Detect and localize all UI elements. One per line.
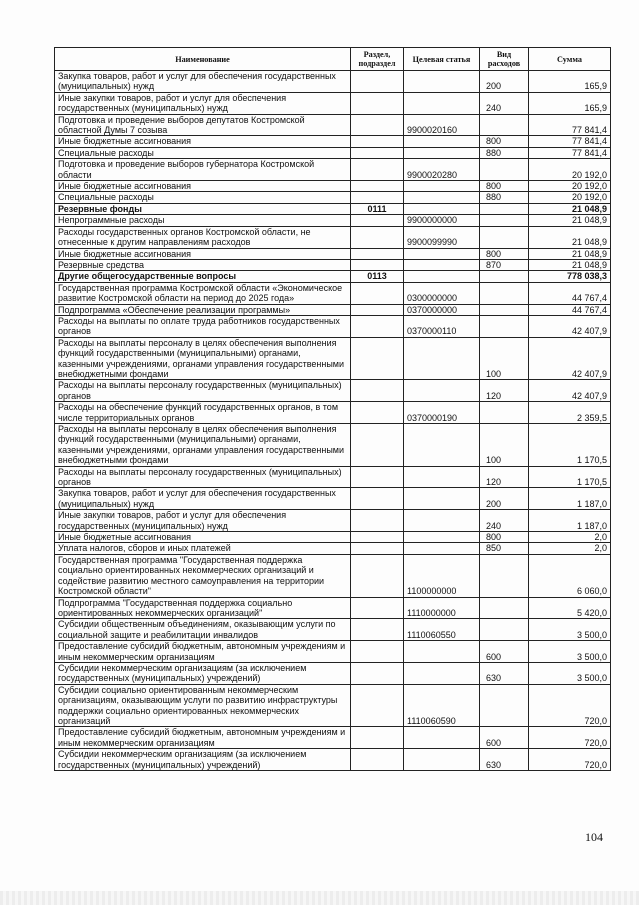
table-row — [55, 71, 611, 93]
cell-section — [351, 597, 404, 619]
cell-type: 850 — [480, 543, 529, 554]
cell-section — [351, 159, 404, 181]
cell-name: Расходы на обеспечение функций государственных органов, в том числе территориальных органов — [55, 402, 351, 424]
table-row — [55, 203, 611, 214]
cell-sum: 6 060,0 — [529, 554, 611, 597]
cell-section — [351, 532, 404, 543]
cell-section: 0111 — [351, 203, 404, 214]
cell-type: 120 — [480, 466, 529, 488]
table-header — [55, 48, 611, 71]
cell-sum: 42 407,9 — [529, 380, 611, 402]
cell-sum: 44 767,4 — [529, 304, 611, 315]
cell-name: Расходы государственных органов Костромской области, не отнесенные к другим направлениям расходов — [55, 226, 351, 248]
cell-sum: 21 048,9 — [529, 226, 611, 248]
cell-name: Уплата налогов, сборов и иных платежей — [55, 543, 351, 554]
cell-target — [404, 337, 480, 380]
cell-type: 600 — [480, 641, 529, 663]
cell-target — [404, 71, 480, 93]
cell-section — [351, 424, 404, 467]
cell-type — [480, 203, 529, 214]
cell-type — [480, 114, 529, 136]
cell-name: Непрограммные расходы — [55, 215, 351, 226]
cell-sum: 20 192,0 — [529, 192, 611, 203]
cell-section — [351, 181, 404, 192]
table-row — [55, 114, 611, 136]
cell-target — [404, 92, 480, 114]
cell-target — [404, 727, 480, 749]
table-row — [55, 597, 611, 619]
table-row — [55, 554, 611, 597]
cell-type — [480, 282, 529, 304]
table-row — [55, 337, 611, 380]
cell-type: 120 — [480, 380, 529, 402]
cell-target: 0370000000 — [404, 304, 480, 315]
cell-target: 9900099990 — [404, 226, 480, 248]
cell-sum: 165,9 — [529, 92, 611, 114]
cell-name: Расходы на выплаты персоналу в целях обеспечения выполнения функций государственными (муниципальными) органами, казенными учреждениями, органами управления государственными внебюджетными фондами — [55, 337, 351, 380]
cell-target — [404, 510, 480, 532]
table-row — [55, 215, 611, 226]
cell-section — [351, 466, 404, 488]
cell-sum: 1 187,0 — [529, 510, 611, 532]
table-row — [55, 424, 611, 467]
cell-type — [480, 315, 529, 337]
cell-type — [480, 684, 529, 727]
cell-type: 880 — [480, 192, 529, 203]
cell-name: Расходы на выплаты персоналу государственных (муниципальных) органов — [55, 380, 351, 402]
cell-target: 1110060590 — [404, 684, 480, 727]
cell-target — [404, 543, 480, 554]
table-body — [55, 71, 611, 771]
cell-sum: 77 841,4 — [529, 136, 611, 147]
cell-sum: 2,0 — [529, 532, 611, 543]
table-row — [55, 282, 611, 304]
table-row — [55, 92, 611, 114]
cell-name: Другие общегосударственные вопросы — [55, 271, 351, 282]
cell-section — [351, 380, 404, 402]
header-target: Целевая статья — [404, 48, 480, 71]
cell-section — [351, 554, 404, 597]
cell-name: Подпрограмма "Государственная поддержка социально ориентированных некоммерческих организаций" — [55, 597, 351, 619]
cell-name: Иные бюджетные ассигнования — [55, 248, 351, 259]
cell-target — [404, 147, 480, 158]
cell-sum: 20 192,0 — [529, 181, 611, 192]
cell-type — [480, 226, 529, 248]
cell-target — [404, 532, 480, 543]
table-row — [55, 159, 611, 181]
cell-section — [351, 136, 404, 147]
cell-name: Подготовка и проведение выборов депутатов Костромской областной Думы 7 созыва — [55, 114, 351, 136]
cell-section — [351, 641, 404, 663]
cell-target: 0370000190 — [404, 402, 480, 424]
cell-sum: 20 192,0 — [529, 159, 611, 181]
cell-target — [404, 248, 480, 259]
cell-section — [351, 92, 404, 114]
cell-type: 800 — [480, 136, 529, 147]
cell-section — [351, 282, 404, 304]
cell-sum: 3 500,0 — [529, 662, 611, 684]
table-row — [55, 749, 611, 771]
cell-sum: 778 038,3 — [529, 271, 611, 282]
cell-target — [404, 380, 480, 402]
cell-name: Субсидии некоммерческим организациям (за исключением государственных (муниципальных) учреждений) — [55, 662, 351, 684]
cell-sum: 1 187,0 — [529, 488, 611, 510]
cell-name: Предоставление субсидий бюджетным, автономным учреждениям и иным некоммерческим организациям — [55, 641, 351, 663]
cell-target: 0370000110 — [404, 315, 480, 337]
table-row — [55, 543, 611, 554]
table-row — [55, 259, 611, 270]
cell-type — [480, 554, 529, 597]
cell-sum: 165,9 — [529, 71, 611, 93]
cell-target: 9900020280 — [404, 159, 480, 181]
cell-target — [404, 259, 480, 270]
cell-type: 630 — [480, 749, 529, 771]
scan-edge — [0, 891, 639, 905]
cell-type — [480, 304, 529, 315]
cell-target — [404, 136, 480, 147]
cell-name: Иные закупки товаров, работ и услуг для обеспечения государственных (муниципальных) нужд — [55, 92, 351, 114]
cell-target: 9900020160 — [404, 114, 480, 136]
table-row — [55, 641, 611, 663]
cell-name: Резервные средства — [55, 259, 351, 270]
cell-type — [480, 215, 529, 226]
cell-section — [351, 114, 404, 136]
header-name: Наименование — [55, 48, 351, 71]
cell-sum: 44 767,4 — [529, 282, 611, 304]
table-row — [55, 662, 611, 684]
cell-target — [404, 203, 480, 214]
cell-type: 800 — [480, 181, 529, 192]
table-row — [55, 466, 611, 488]
cell-section — [351, 71, 404, 93]
cell-section — [351, 727, 404, 749]
cell-name: Резервные фонды — [55, 203, 351, 214]
cell-sum: 77 841,4 — [529, 114, 611, 136]
table-row — [55, 248, 611, 259]
cell-section — [351, 510, 404, 532]
cell-section — [351, 402, 404, 424]
cell-name: Государственная программа "Государственная поддержка социально ориентированных некоммерческих организаций и содействие развитию местного самоуправления на территории Костромской области" — [55, 554, 351, 597]
cell-target: 1110060550 — [404, 619, 480, 641]
table-row — [55, 147, 611, 158]
cell-section — [351, 488, 404, 510]
table-row — [55, 226, 611, 248]
page-number: 104 — [585, 830, 603, 844]
cell-section — [351, 543, 404, 554]
table-row — [55, 684, 611, 727]
cell-sum: 21 048,9 — [529, 203, 611, 214]
cell-target — [404, 662, 480, 684]
cell-section — [351, 315, 404, 337]
cell-section — [351, 248, 404, 259]
cell-target — [404, 424, 480, 467]
cell-section — [351, 226, 404, 248]
budget-table — [54, 47, 611, 771]
cell-sum: 5 420,0 — [529, 597, 611, 619]
cell-type: 100 — [480, 424, 529, 467]
cell-type — [480, 597, 529, 619]
table-row — [55, 488, 611, 510]
cell-type: 600 — [480, 727, 529, 749]
cell-target — [404, 271, 480, 282]
cell-type: 880 — [480, 147, 529, 158]
cell-sum: 720,0 — [529, 684, 611, 727]
table-row — [55, 619, 611, 641]
cell-name: Расходы на выплаты персоналу в целях обеспечения выполнения функций государственными (муниципальными) органами, казенными учреждениями, органами управления государственными внебюджетными фондами — [55, 424, 351, 467]
cell-name: Субсидии общественным объединениям, оказывающим услуги по социальной защите и реабилитации инвалидов — [55, 619, 351, 641]
cell-type: 800 — [480, 532, 529, 543]
cell-name: Субсидии социально ориентированным некоммерческим организациям, оказывающим услуги по развитию инфраструктуры поддержки социально ориентированных некоммерческих организаций — [55, 684, 351, 727]
cell-sum: 21 048,9 — [529, 259, 611, 270]
table-row — [55, 192, 611, 203]
cell-sum: 720,0 — [529, 727, 611, 749]
cell-name: Иные бюджетные ассигнования — [55, 532, 351, 543]
header-section: Раздел, подраздел — [351, 48, 404, 71]
cell-sum: 77 841,4 — [529, 147, 611, 158]
cell-section — [351, 304, 404, 315]
cell-name: Субсидии некоммерческим организациям (за исключением государственных (муниципальных) учреждений) — [55, 749, 351, 771]
cell-name: Иные закупки товаров, работ и услуг для обеспечения государственных (муниципальных) нужд — [55, 510, 351, 532]
cell-target: 9900000000 — [404, 215, 480, 226]
cell-type: 100 — [480, 337, 529, 380]
table-row — [55, 727, 611, 749]
cell-target — [404, 181, 480, 192]
cell-target: 1110000000 — [404, 597, 480, 619]
table-row — [55, 271, 611, 282]
cell-type — [480, 619, 529, 641]
cell-sum: 3 500,0 — [529, 641, 611, 663]
cell-type: 630 — [480, 662, 529, 684]
cell-section — [351, 192, 404, 203]
cell-section — [351, 749, 404, 771]
cell-section — [351, 259, 404, 270]
cell-sum: 21 048,9 — [529, 215, 611, 226]
table-row — [55, 315, 611, 337]
cell-target — [404, 641, 480, 663]
cell-name: Расходы на выплаты персоналу государственных (муниципальных) органов — [55, 466, 351, 488]
header-type: Вид расходов — [480, 48, 529, 71]
table-row — [55, 510, 611, 532]
cell-type: 870 — [480, 259, 529, 270]
table-row — [55, 304, 611, 315]
cell-name: Специальные расходы — [55, 192, 351, 203]
cell-name: Иные бюджетные ассигнования — [55, 181, 351, 192]
cell-section: 0113 — [351, 271, 404, 282]
cell-type: 200 — [480, 71, 529, 93]
cell-name: Иные бюджетные ассигнования — [55, 136, 351, 147]
cell-sum: 1 170,5 — [529, 466, 611, 488]
table-row — [55, 532, 611, 543]
cell-type: 800 — [480, 248, 529, 259]
table-row — [55, 380, 611, 402]
header-sum: Сумма — [529, 48, 611, 71]
cell-target: 1100000000 — [404, 554, 480, 597]
cell-section — [351, 215, 404, 226]
cell-name: Расходы на выплаты по оплате труда работников государственных органов — [55, 315, 351, 337]
cell-section — [351, 619, 404, 641]
cell-sum: 42 407,9 — [529, 337, 611, 380]
cell-sum: 21 048,9 — [529, 248, 611, 259]
cell-sum: 2,0 — [529, 543, 611, 554]
cell-sum: 3 500,0 — [529, 619, 611, 641]
cell-name: Закупка товаров, работ и услуг для обеспечения государственных (муниципальных) нужд — [55, 488, 351, 510]
cell-name: Закупка товаров, работ и услуг для обеспечения государственных (муниципальных) нужд — [55, 71, 351, 93]
table-row — [55, 136, 611, 147]
table-row — [55, 402, 611, 424]
cell-type: 240 — [480, 92, 529, 114]
cell-type — [480, 159, 529, 181]
cell-name: Предоставление субсидий бюджетным, автономным учреждениям и иным некоммерческим организациям — [55, 727, 351, 749]
cell-type — [480, 402, 529, 424]
cell-type — [480, 271, 529, 282]
cell-name: Подпрограмма «Обеспечение реализации программы» — [55, 304, 351, 315]
cell-target — [404, 749, 480, 771]
table-row — [55, 181, 611, 192]
cell-target: 0300000000 — [404, 282, 480, 304]
cell-target — [404, 488, 480, 510]
cell-name: Специальные расходы — [55, 147, 351, 158]
cell-target — [404, 192, 480, 203]
cell-section — [351, 337, 404, 380]
cell-type: 200 — [480, 488, 529, 510]
cell-type: 240 — [480, 510, 529, 532]
cell-section — [351, 662, 404, 684]
cell-name: Подготовка и проведение выборов губернатора Костромской области — [55, 159, 351, 181]
cell-sum: 42 407,9 — [529, 315, 611, 337]
cell-target — [404, 466, 480, 488]
cell-section — [351, 147, 404, 158]
cell-sum: 1 170,5 — [529, 424, 611, 467]
cell-sum: 2 359,5 — [529, 402, 611, 424]
cell-section — [351, 684, 404, 727]
cell-sum: 720,0 — [529, 749, 611, 771]
cell-name: Государственная программа Костромской области «Экономическое развитие Костромской области на период до 2025 года» — [55, 282, 351, 304]
header-row — [55, 48, 611, 71]
